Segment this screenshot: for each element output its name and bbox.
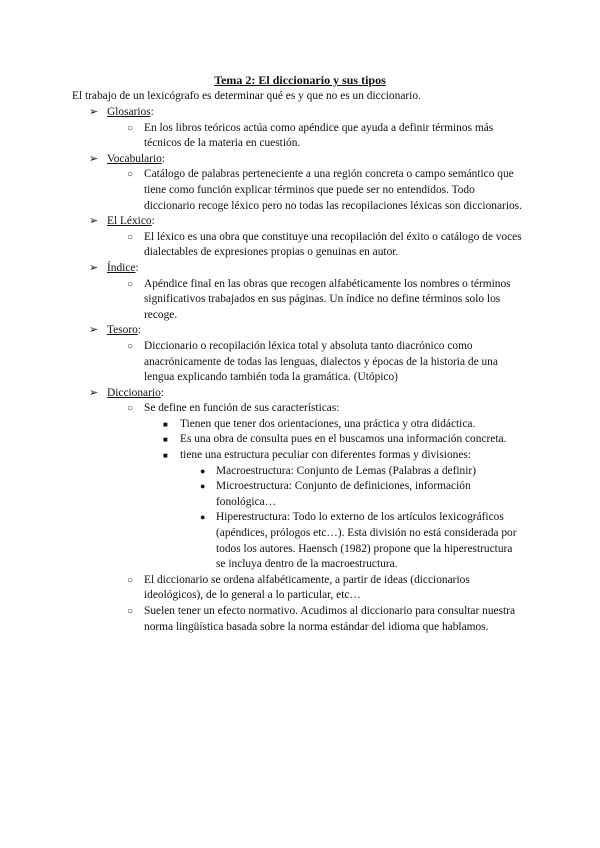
arrow-bullet-icon: ➢	[89, 215, 99, 228]
intro-paragraph: El trabajo de un lexicógrafo es determinar qué es y que no es un diccionario.	[72, 90, 421, 102]
item-text: Microestructura: Conjunto de definiciones, información fonológica…	[216, 480, 471, 508]
arrow-bullet-icon: ➢	[89, 106, 99, 118]
content-list	[0, 105, 600, 635]
item-text: Tienen que tener dos orientaciones, una práctica y otra didáctica.	[180, 417, 476, 430]
list-item	[163, 417, 520, 433]
section-diccionario: ➢ Diccionario:	[107, 386, 537, 402]
dot-bullet-icon: ●	[200, 465, 206, 476]
dot-bullet-icon: ●	[200, 512, 206, 523]
list-item	[127, 167, 522, 214]
circle-bullet-icon: ○	[127, 574, 134, 586]
circle-bullet-icon: ○	[127, 340, 134, 352]
list-item	[200, 464, 520, 480]
item-text: Apéndice final en las obras que recogen alfabéticamente los nombres o términos significativos trabajados en sus páginas. Un índice no define términos solo los recoge.	[144, 277, 511, 321]
list-item	[127, 604, 522, 635]
circle-bullet-icon: ○	[127, 169, 134, 181]
list-item	[127, 121, 522, 152]
section-heading: Glosarios	[107, 106, 151, 118]
section-glosarios: ➢ Glosarios:	[107, 105, 537, 121]
item-text: Catálogo de palabras perteneciente a una región concreta o campo semántico que tiene como función explicar términos que puede ser no entendidos. Todo diccionario recoge léxico pero no todas las recopilaciones léxicas son diccionarios.	[144, 168, 522, 212]
page-title: Tema 2: El diccionario y sus tipos	[214, 73, 386, 87]
item-text: tiene una estructura peculiar con diferentes formas y divisiones:	[180, 449, 471, 462]
item-text: En los libros teóricos actúa como apéndice que ayuda a definir términos más técnicos de la materia en cuestión.	[144, 121, 494, 150]
item-text: Hiperestructura: Todo lo externo de los artículos lexicográficos (apéndices, prólogos etc…). Esta división no está considerada por todos los autores. Haensch (1982) propone que la hiperestructura se incluya dentro de la macroestructura.	[216, 511, 517, 571]
list-item	[127, 277, 522, 324]
item-text: El léxico es una obra que constituye una recopilación del éxito o catálogo de voces dialectables de expresiones propias o genuinas en autor.	[144, 230, 522, 259]
dot-bullet-icon: ●	[200, 481, 206, 492]
circle-bullet-icon: ○	[127, 122, 134, 134]
list-item	[127, 401, 522, 417]
arrow-bullet-icon: ➢	[89, 261, 99, 274]
section-indice: ➢ Índice:	[107, 261, 537, 277]
item-text: El diccionario se ordena alfabéticamente, a partir de ideas (diccionarios ideológicos), de lo general a lo particular, etc…	[144, 573, 470, 602]
item-text: Se define en función de sus características:	[144, 402, 340, 415]
list-item	[127, 573, 522, 604]
section-heading: Tesoro	[107, 324, 138, 337]
circle-bullet-icon: ○	[127, 606, 134, 617]
square-bullet-icon: ■	[163, 435, 168, 445]
list-item	[163, 432, 520, 448]
circle-bullet-icon: ○	[127, 278, 134, 290]
item-text: Macroestructura: Conjunto de Lemas (Palabras a definir)	[216, 464, 476, 477]
section-el-lexico: ➢ El Léxico:	[107, 214, 537, 230]
square-bullet-icon: ■	[163, 419, 168, 429]
list-item	[200, 479, 520, 510]
list-item	[127, 230, 522, 261]
section-heading: Índice	[107, 261, 136, 274]
section-vocabulario: ➢ Vocabulario:	[107, 152, 537, 168]
list-item	[163, 448, 520, 464]
section-heading: Vocabulario	[107, 152, 162, 165]
item-text: Diccionario o recopilación léxica total y absoluta tanto diacrónico como anacrónicamente de todas las lenguas, dialectos y épocas de la historia de una lengua explicando también toda la gramática. (Utópico)	[144, 339, 498, 384]
section-heading: Diccionario	[107, 386, 161, 399]
arrow-bullet-icon: ➢	[89, 152, 99, 165]
list-item	[127, 339, 522, 386]
section-heading: El Léxico	[107, 215, 152, 228]
item-text: Es una obra de consulta pues en el buscamos una información concreta.	[180, 433, 507, 446]
circle-bullet-icon: ○	[127, 231, 134, 243]
list-item	[200, 510, 520, 572]
section-tesoro: ➢ Tesoro:	[107, 323, 537, 339]
square-bullet-icon: ■	[163, 451, 168, 461]
circle-bullet-icon: ○	[127, 403, 134, 415]
arrow-bullet-icon: ➢	[89, 386, 99, 399]
arrow-bullet-icon: ➢	[89, 324, 99, 337]
item-text: Suelen tener un efecto normativo. Acudimos al diccionario para consultar nuestra norma lingüística basada sobre la norma estándar del idioma que hablamos.	[144, 605, 516, 633]
